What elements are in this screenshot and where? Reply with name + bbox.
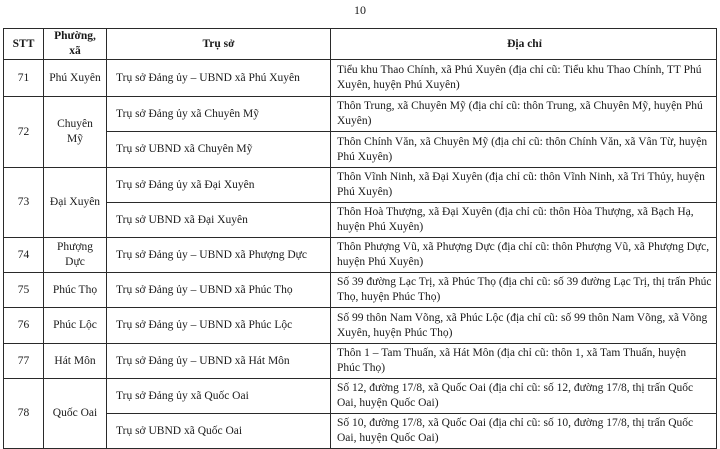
table-header-row xyxy=(4,29,717,60)
office-cell: Trụ sở Đảng ủy xã Đại Xuyên xyxy=(107,168,331,203)
table-row xyxy=(4,308,717,344)
header-office: Trụ sở xyxy=(107,29,331,60)
stt-cell: 72 xyxy=(4,97,44,168)
table-row xyxy=(4,238,717,273)
address-cell: Số 39 đường Lạc Trị, xã Phúc Thọ (địa chỉ cũ: số 39 đường Lạc Trị, thị trấn Phúc Thọ, huyện Phúc Thọ) xyxy=(331,273,717,308)
table-row xyxy=(4,344,717,379)
office-cell: Trụ sở Đảng ủy – UBND xã Phượng Dực xyxy=(107,238,331,273)
table-row xyxy=(4,132,717,168)
ward-cell: Quốc Oai xyxy=(44,379,107,449)
page-number: 10 xyxy=(354,3,366,17)
ward-cell: Hát Môn xyxy=(44,344,107,379)
address-cell: Thôn Trung, xã Chuyên Mỹ (địa chỉ cũ: thôn Trung, xã Chuyên Mỹ, huyện Phú Xuyên) xyxy=(331,97,717,132)
ward-cell: Phú Xuyên xyxy=(44,60,107,97)
address-cell: Thôn 1 – Tam Thuấn, xã Hát Môn (địa chỉ cũ: thôn 1, xã Tam Thuấn, huyện Phúc Thọ) xyxy=(331,344,717,379)
office-cell: Trụ sở UBND xã Chuyên Mỹ xyxy=(107,132,331,168)
ward-cell: Phúc Thọ xyxy=(44,273,107,308)
header-stt: STT xyxy=(4,29,44,60)
table-row xyxy=(4,168,717,203)
address-cell: Số 10, đường 17/8, xã Quốc Oai (địa chỉ cũ: số 10, đường 17/8, thị trấn Quốc Oai, huyện Quốc Oai) xyxy=(331,414,717,449)
address-cell: Thôn Chính Văn, xã Chuyên Mỹ (địa chỉ cũ: thôn Chính Văn, xã Vân Từ, huyện Phú Xuyên) xyxy=(331,132,717,168)
stt-cell: 78 xyxy=(4,379,44,449)
office-cell: Trụ sở Đảng ủy – UBND xã Hát Môn xyxy=(107,344,331,379)
office-cell: Trụ sở UBND xã Đại Xuyên xyxy=(107,203,331,238)
table-row xyxy=(4,414,717,449)
table-row xyxy=(4,379,717,414)
table-row xyxy=(4,60,717,97)
address-cell: Tiểu khu Thao Chính, xã Phú Xuyên (địa chỉ cũ: Tiểu khu Thao Chính, TT Phú Xuyên, huyện Phú Xuyên) xyxy=(331,60,717,97)
office-cell: Trụ sở Đảng ủy – UBND xã Phúc Thọ xyxy=(107,273,331,308)
address-cell: Thôn Vĩnh Ninh, xã Đại Xuyên (địa chỉ cũ: thôn Vĩnh Ninh, xã Tri Thủy, huyện Phú Xuyên) xyxy=(331,168,717,203)
header-address: Địa chỉ xyxy=(331,29,717,60)
office-cell: Trụ sở UBND xã Quốc Oai xyxy=(107,414,331,449)
stt-cell: 74 xyxy=(4,238,44,273)
office-cell: Trụ sở Đảng ủy – UBND xã Phú Xuyên xyxy=(107,60,331,97)
stt-cell: 75 xyxy=(4,273,44,308)
table-row xyxy=(4,97,717,132)
office-cell: Trụ sở Đảng ủy xã Quốc Oai xyxy=(107,379,331,414)
header-ward: Phường, xã xyxy=(44,29,107,60)
stt-cell: 77 xyxy=(4,344,44,379)
office-cell: Trụ sở Đảng ủy xã Chuyên Mỹ xyxy=(107,97,331,132)
table-row xyxy=(4,273,717,308)
stt-cell: 76 xyxy=(4,308,44,344)
address-cell: Số 99 thôn Nam Võng, xã Phúc Lộc (địa chỉ cũ: số 99 thôn Nam Võng, xã Võng Xuyên, huyện Phúc Thọ) xyxy=(331,308,717,344)
ward-cell: Chuyên Mỹ xyxy=(44,97,107,168)
stt-cell: 71 xyxy=(4,60,44,97)
address-cell: Số 12, đường 17/8, xã Quốc Oai (địa chỉ cũ: số 12, đường 17/8, thị trấn Quốc Oai, huyện Quốc Oai) xyxy=(331,379,717,414)
table-row xyxy=(4,203,717,238)
address-cell: Thôn Hoà Thượng, xã Đại Xuyên (địa chỉ cũ: thôn Hòa Thượng, xã Bạch Hạ, huyện Phú Xuyên) xyxy=(331,203,717,238)
address-cell: Thôn Phượng Vũ, xã Phượng Dực (địa chỉ cũ: thôn Phượng Vũ, xã Phượng Dực, huyện Phú Xuyên) xyxy=(331,238,717,273)
office-cell: Trụ sở Đảng ủy – UBND xã Phúc Lộc xyxy=(107,308,331,344)
stt-cell: 73 xyxy=(4,168,44,238)
ward-cell: Phượng Dực xyxy=(44,238,107,273)
ward-cell: Đại Xuyên xyxy=(44,168,107,238)
office-address-table xyxy=(3,28,717,449)
ward-cell: Phúc Lộc xyxy=(44,308,107,344)
